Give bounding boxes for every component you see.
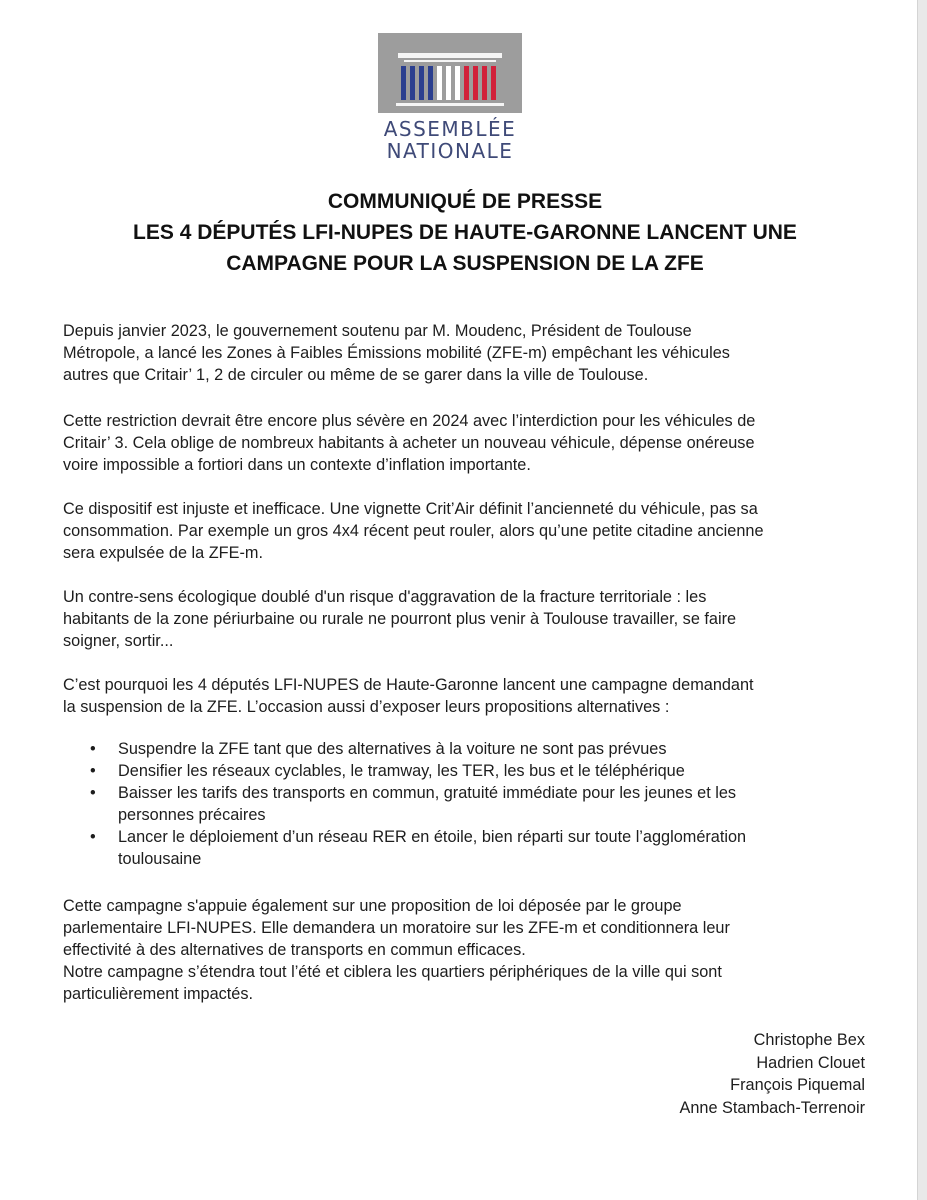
paragraph-closing xyxy=(63,895,883,1005)
paragraph-line: C’est pourquoi les 4 députés LFI-NUPES de Haute-Garonne lancent une campagne demandant xyxy=(63,676,754,694)
list-item-text: Lancer le déploiement d’un réseau RER en étoile, bien réparti sur toute l’agglomération xyxy=(118,828,747,846)
paragraph-line: sera expulsée de la ZFE-m. xyxy=(63,544,263,562)
paragraph-ecology xyxy=(63,586,883,652)
proposals-list xyxy=(63,738,883,870)
signatures-block xyxy=(679,1029,865,1119)
paragraph-line: Cette campagne s'appuie également sur une proposition de loi déposée par le groupe xyxy=(63,897,682,915)
logo-text-line1: ASSEMBLÉE xyxy=(383,117,517,141)
paragraph-line: Depuis janvier 2023, le gouvernement soutenu par M. Moudenc, Président de Toulouse xyxy=(63,322,692,340)
bullet-icon: • xyxy=(90,828,96,846)
paragraph-line: habitants de la zone périurbaine ou rurale ne pourront plus venir à Toulouse travailler, se faire xyxy=(63,610,737,628)
paragraph-line: parlementaire LFI-NUPES. Elle demandera un moratoire sur les ZFE-m et conditionnera leur xyxy=(63,919,730,937)
signature-name: François Piquemal xyxy=(730,1076,865,1094)
paragraph-restriction xyxy=(63,410,883,476)
list-item xyxy=(63,782,883,826)
paragraph-line: effectivité à des alternatives de transports en commun efficaces. xyxy=(63,941,526,959)
bullet-icon: • xyxy=(90,740,96,758)
list-item-text: Suspendre la ZFE tant que des alternatives à la voiture ne sont pas prévues xyxy=(118,740,667,758)
list-item-text: Baisser les tarifs des transports en commun, gratuité immédiate pour les jeunes et les xyxy=(118,784,737,802)
list-item xyxy=(63,826,883,870)
signature-name: Hadrien Clouet xyxy=(756,1053,865,1072)
headline-line-1: LES 4 DÉPUTÉS LFI-NUPES DE HAUTE-GARONNE LANCENT UNE xyxy=(133,221,797,244)
paragraph-line: Critair’ 3. Cela oblige de nombreux habitants à acheter un nouveau véhicule, dépense onéreuse xyxy=(63,434,755,452)
paragraph-line: Un contre-sens écologique doublé d'un risque d'aggravation de la fracture territoriale : les xyxy=(63,588,707,606)
hemicycle-icon xyxy=(378,33,522,113)
paragraph-injustice xyxy=(63,498,883,564)
paragraph-campaign xyxy=(63,674,883,718)
paragraph-intro xyxy=(63,320,883,386)
paragraph-line: soigner, sortir... xyxy=(63,632,174,650)
signature-name: Christophe Bex xyxy=(753,1031,865,1049)
bullet-icon: • xyxy=(90,784,96,802)
list-item-text: personnes précaires xyxy=(118,806,266,824)
press-release-label: COMMUNIQUÉ DE PRESSE xyxy=(327,190,603,213)
headline-line-2: CAMPAGNE POUR LA SUSPENSION DE LA ZFE xyxy=(226,252,704,275)
paragraph-line: particulièrement impactés. xyxy=(63,985,254,1003)
paragraph-line: Ce dispositif est injuste et inefficace. Une vignette Crit’Air définit l’ancienneté du véhicule, pas sa xyxy=(63,500,758,518)
list-item xyxy=(63,760,883,782)
list-item xyxy=(63,738,883,760)
signature-name: Anne Stambach-Terrenoir xyxy=(679,1098,865,1117)
paragraph-line: autres que Critair’ 1, 2 de circuler ou même de se garer dans la ville de Toulouse. xyxy=(63,366,649,384)
assemblee-nationale-logo xyxy=(378,33,522,163)
paragraph-line: voire impossible a fortiori dans un contexte d’inflation importante. xyxy=(63,456,531,474)
paragraph-line: Notre campagne s’étendra tout l’été et ciblera les quartiers périphériques de la ville qui sont xyxy=(63,963,722,981)
paragraph-line: Métropole, a lancé les Zones à Faibles Émissions mobilité (ZFE-m) empêchant les véhicules xyxy=(63,344,730,362)
paragraph-line: consommation. Par exemple un gros 4x4 récent peut rouler, alors qu’une petite citadine ancienne xyxy=(63,522,764,540)
logo-text-line2: NATIONALE xyxy=(386,139,514,163)
bullet-icon: • xyxy=(90,762,96,780)
hemicycle-emblem xyxy=(378,33,522,113)
paragraph-line: la suspension de la ZFE. L’occasion aussi d’exposer leurs propositions alternatives : xyxy=(63,698,670,716)
paragraph-line: Cette restriction devrait être encore plus sévère en 2024 avec l’interdiction pour les véhicules de xyxy=(63,412,756,430)
list-item-text: toulousaine xyxy=(118,850,202,868)
list-item-text: Densifier les réseaux cyclables, le tramway, les TER, les bus et le téléphérique xyxy=(118,762,685,780)
